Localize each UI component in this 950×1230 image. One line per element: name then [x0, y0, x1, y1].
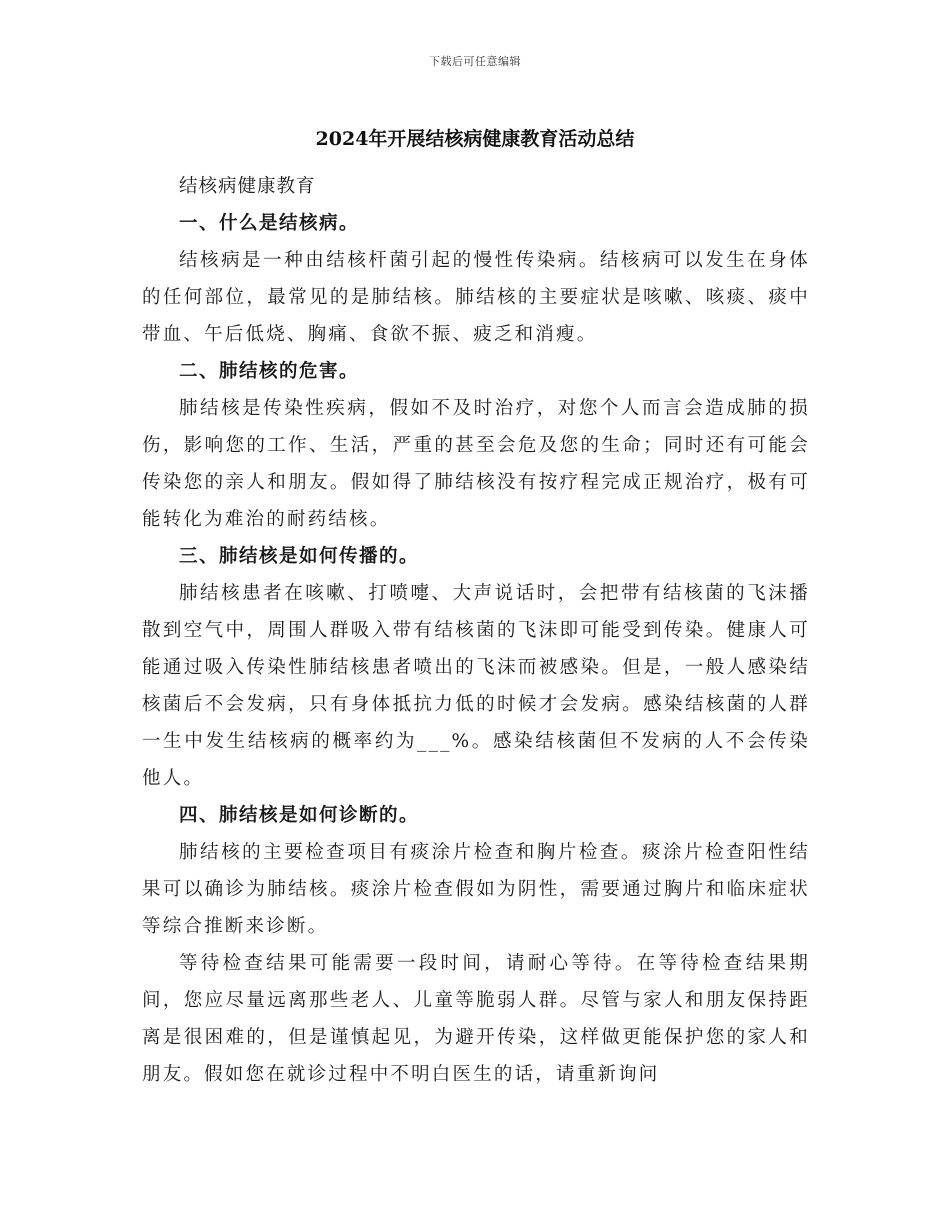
section-heading-2: 二、肺结核的危害。 [179, 361, 360, 382]
section-heading-1: 一、什么是结核病。 [179, 213, 360, 234]
document-subtitle: 结核病健康教育 [179, 176, 316, 197]
section-1-paragraph-1: 结核病是一种由结核杆菌引起的慢性传染病。结核病可以发生在身体的任何部位，最常见的是肺结核。肺结核的主要症状是咳嗽、咳痰、痰中带血、午后低烧、胸痛、食欲不振、疲乏和消瘦。 [142, 250, 810, 345]
section-4-paragraph-2: 等待检查结果可能需要一段时间，请耐心等待。在等待检查结果期间，您应尽量远离那些老人、儿童等脆弱人群。尽管与家人和朋友保持距离是很困难的，但是谨慎起见，为避开传染，这样做更能保护您的家人和朋友。假如您在就诊过程中不明白医生的话，请重新询问 [142, 953, 810, 1085]
section-4-paragraph-1: 肺结核的主要检查项目有痰涂片检查和胸片检查。痰涂片检查阳性结果可以确诊为肺结核。痰涂片检查假如为阴性，需要通过胸片和临床症状等综合推断来诊断。 [142, 842, 810, 937]
section-2-paragraph-1: 肺结核是传染性疾病，假如不及时治疗，对您个人而言会造成肺的损伤，影响您的工作、生活，严重的甚至会危及您的生命；同时还有可能会传染您的亲人和朋友。假如得了肺结核没有按疗程完成正规治疗，极有可能转化为难治的耐药结核。 [142, 398, 810, 530]
document-title: 2024年开展结核病健康教育活动总结 [315, 128, 635, 150]
section-heading-4: 四、肺结核是如何诊断的。 [179, 805, 420, 826]
section-3-paragraph-1: 肺结核患者在咳嗽、打喷嚏、大声说话时，会把带有结核菌的飞沫播散到空气中，周围人群吸入带有结核菌的飞沫即可能受到传染。健康人可能通过吸入传染性肺结核患者喷出的飞沫而被感染。但是，一般人感染结核菌后不会发病，只有身体抵抗力低的时候才会发病。感染结核菌的人群一生中发生结核病的概率约为___%。感染结核菌但不发病的人不会传染他人。 [142, 583, 810, 789]
page-header: 下载后可任意编辑 [429, 55, 521, 68]
section-heading-3: 三、肺结核是如何传播的。 [179, 546, 420, 567]
document-body [142, 168, 810, 1093]
